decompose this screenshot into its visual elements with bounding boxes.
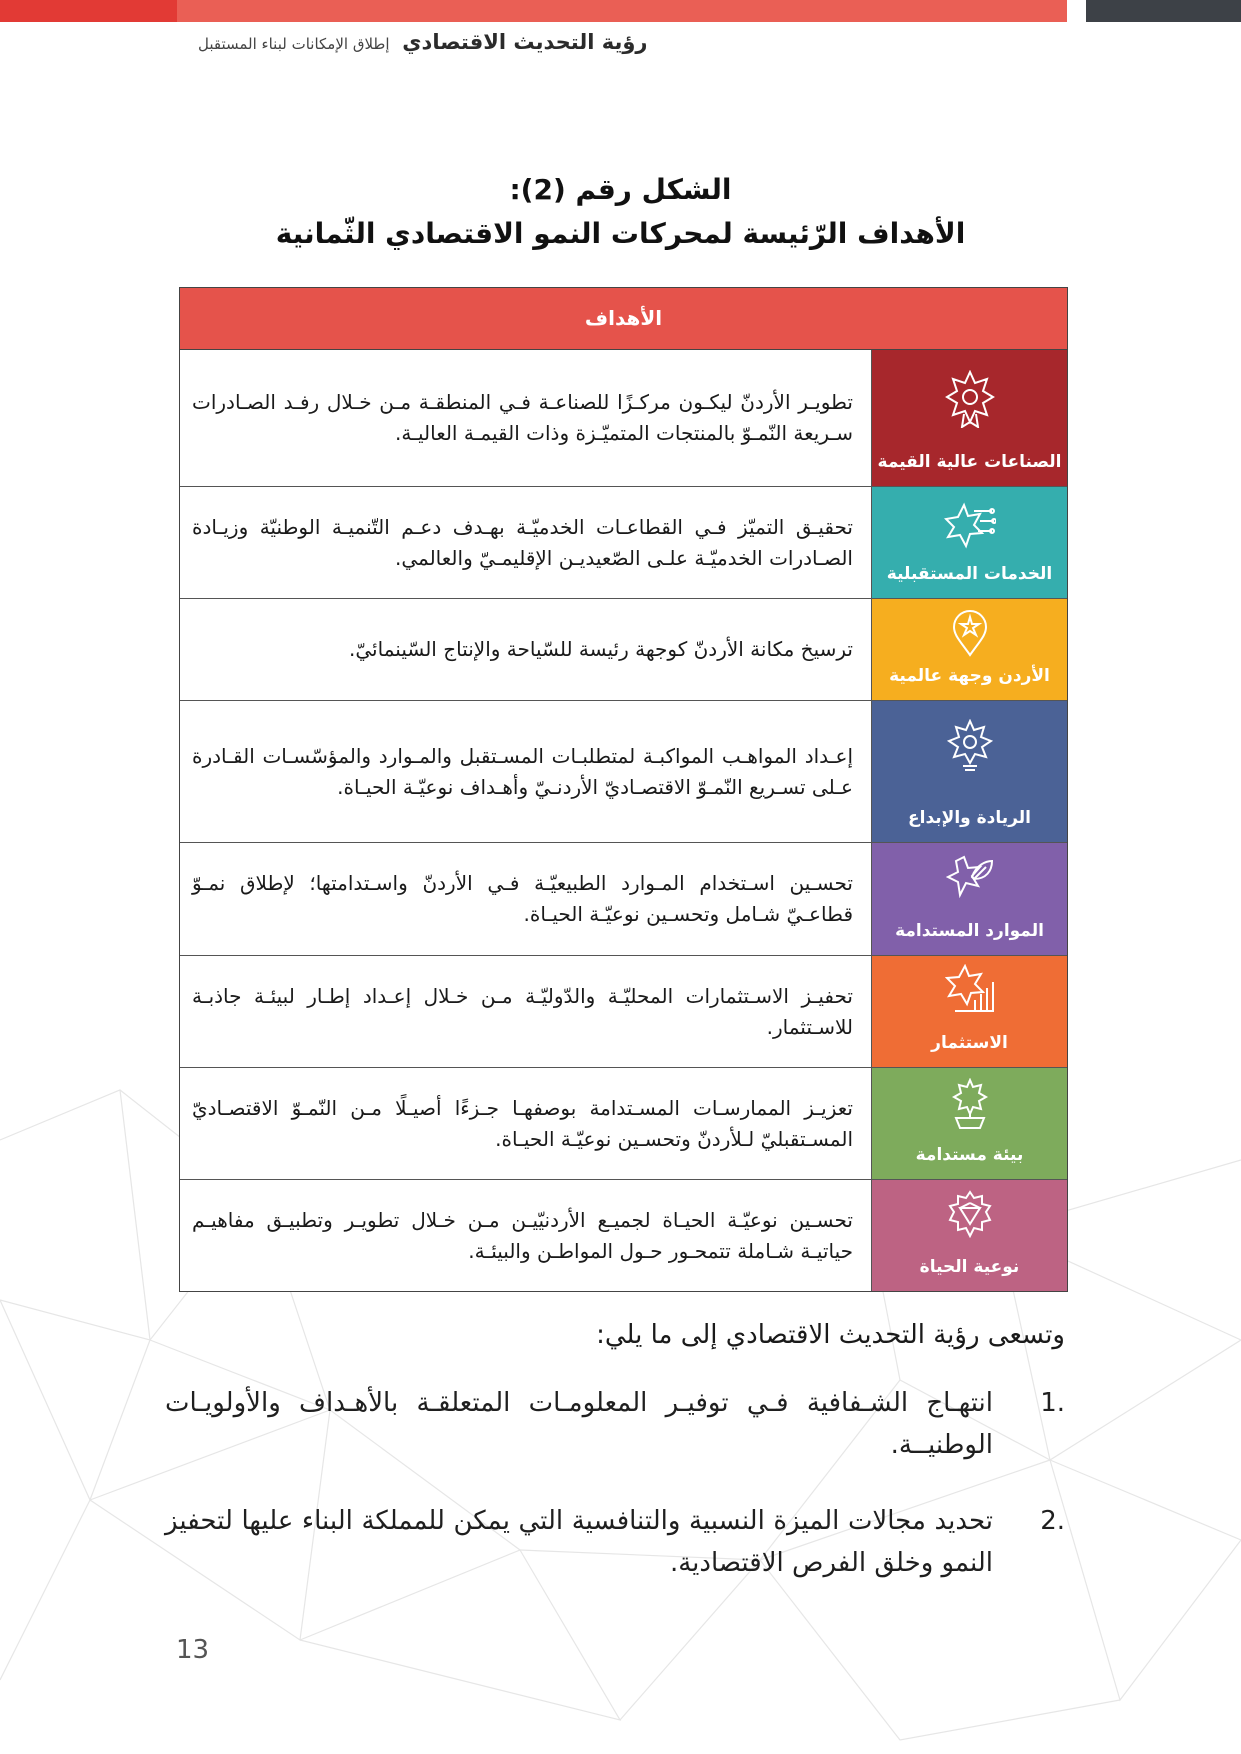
category-cell [871, 1180, 1067, 1291]
table-row [180, 1068, 1067, 1180]
table-row [180, 956, 1067, 1068]
category-cell [871, 350, 1067, 486]
category-label: الريادة والإبداع [908, 808, 1031, 828]
running-header-title: رؤية التحديث الاقتصادي [402, 30, 648, 54]
idea-bulb-icon [947, 719, 993, 771]
category-cell [871, 487, 1067, 598]
goals-table [179, 287, 1068, 1292]
header-bar-red [0, 0, 177, 22]
running-header [198, 30, 647, 54]
plant-pot-icon [948, 1078, 992, 1130]
goal-text: إعـداد المواهـب المواكبـة لمتطلبـات المسـتقبل والمـوارد والمؤسّسـات القـادرة عـلى تسـريع النّمـوّ الاقتصـاديّ الأردنـيّ وأهـداف نوعيّـة الحيـاة. [192, 743, 853, 799]
diamond-icon [946, 1190, 994, 1238]
category-label: الخدمات المستقبلية [886, 564, 1053, 584]
category-cell [871, 843, 1067, 955]
table-row [180, 599, 1067, 701]
goal-text: تحسـين نوعيّـة الحيـاة لجميـع الأردنيّيـن مـن خـلال تطويـر وتطبيـق مفاهيـم حياتيـة شـاملة تتمحـور حـول المواطـن والبيئـة. [192, 1207, 853, 1263]
table-row [180, 350, 1067, 487]
table-row [180, 487, 1067, 599]
star-circuit-icon [944, 501, 996, 551]
list-text: تحديد مجالات الميزة النسبية والتنافسية التي يمكن للمملكة البناء عليها لتحفيز النمو وخلق الفرص الاقتصادية. [165, 1506, 993, 1578]
category-label: الموارد المستدامة [895, 921, 1044, 941]
intro-paragraph: وتسعى رؤية التحديث الاقتصادي إلى ما يلي: [596, 1320, 1065, 1350]
goal-text: تحسـين اسـتخدام المـوارد الطبيعيّـة فـي الأردنّ واسـتدامتها؛ لإطلاق نمـوّ قطاعـيّ شـامل وتحسـين نوعيّـة الحيـاة. [192, 871, 853, 926]
header-bar-dark [1086, 0, 1241, 22]
table-row [180, 843, 1067, 956]
category-cell [871, 956, 1067, 1067]
list-item [165, 1500, 1065, 1584]
category-label: نوعية الحياة [919, 1257, 1020, 1277]
list-number: 2. [1040, 1506, 1065, 1536]
list-text: انتهـاج الشـفافية فـي توفيـر المعلومـات المتعلقـة بالأهـداف والأولويـات الوطنيــة. [165, 1388, 993, 1460]
category-label: بيئة مستدامة [915, 1145, 1024, 1165]
goal-text: تعزيـز الممارسـات المسـتدامة بوصفهـا جـزءًا أصيـلًا مـن النّمـوّ الاقتصـاديّ المسـتقبليّ لـلأردنّ وتحسـين نوعيّـة الحيـاة. [192, 1095, 853, 1151]
category-label: الأردن وجهة عالمية [889, 666, 1050, 686]
category-cell [871, 1068, 1067, 1179]
award-medal-icon [945, 370, 995, 428]
category-cell [871, 701, 1067, 842]
list-item [165, 1382, 1065, 1466]
figure-number: الشكل رقم (2): [509, 173, 732, 206]
leaf-star-icon [946, 855, 994, 899]
category-cell [871, 599, 1067, 700]
header-bar-coral [176, 0, 1067, 22]
list-number: 1. [1040, 1388, 1065, 1418]
objectives-list [165, 1382, 1065, 1618]
category-label: الاستثمار [931, 1033, 1008, 1053]
goal-text: تحفيـز الاسـتثمارات المحليّـة والدّوليّـة مـن خـلال إعـداد إطـار لبيئـة جاذبـة للاسـتثمار. [192, 983, 853, 1039]
location-pin-icon [950, 609, 990, 657]
table-row [180, 1180, 1067, 1291]
category-label: الصناعات عالية القيمة [877, 452, 1062, 472]
figure-heading: الأهداف الرّئيسة لمحركات النمو الاقتصادي الثّمانية [275, 217, 966, 250]
table-header: الأهداف [180, 288, 1067, 350]
figure-title [0, 168, 1241, 256]
goal-text: تطويـر الأردنّ ليكـون مركـزًا للصناعـة فـي المنطقـة مـن خـلال رفـد الصـادرات سـريعة النّمـوّ بالمنتجات المتميّـزة وذات القيمـة العاليـة. [192, 390, 853, 445]
running-header-subtitle: إطلاق الإمكانات لبناء المستقبل [198, 35, 390, 53]
growth-chart-icon [945, 964, 995, 1014]
table-row [180, 701, 1067, 843]
goal-text: تحقيـق التميّز فـي القطاعـات الخدميّـة بهـدف دعـم التّنميـة الوطنيّة وزيـادة الصـادرات الخدميّـة علـى الصّعيديـن الإقليمـيّ والعالمي. [192, 514, 853, 570]
goal-text: ترسيخ مكانة الأردنّ كوجهة رئيسة للسّياحة والإنتاج السّينمائيّ. [349, 637, 853, 661]
page-number: 13 [176, 1635, 210, 1665]
